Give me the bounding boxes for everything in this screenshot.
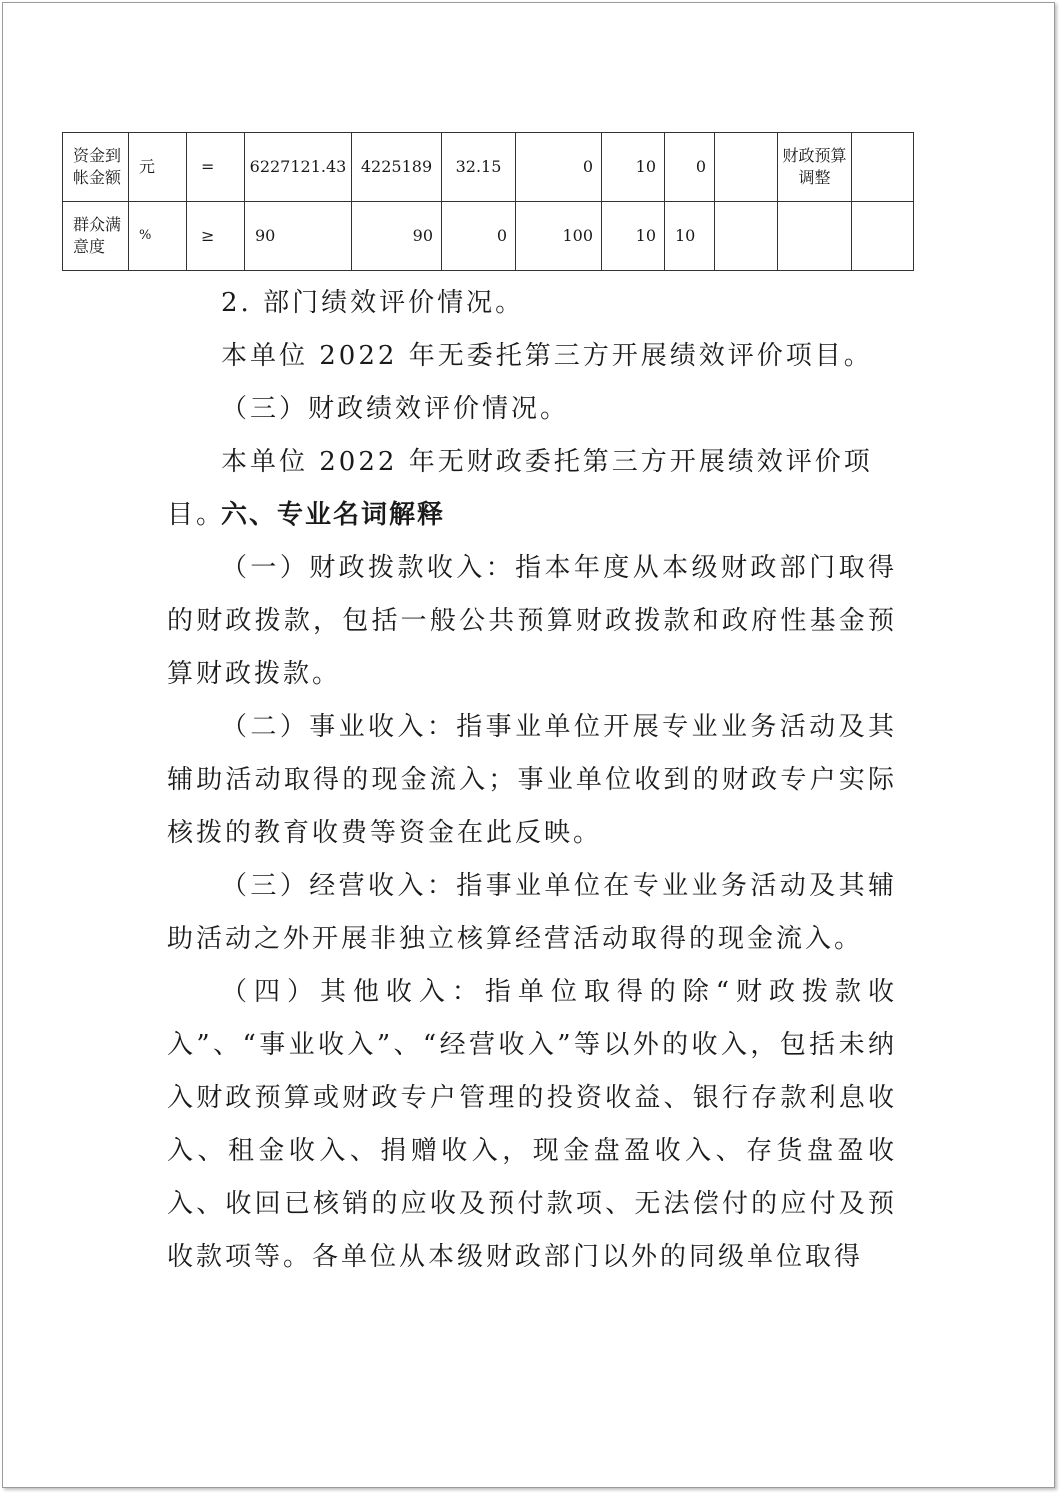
empty-cell: [852, 133, 914, 202]
deviation-cell: 32.15: [442, 133, 516, 202]
body-paragraph: 本单位 2022 年无委托第三方开展绩效评价项目。: [221, 341, 873, 371]
definition-paragraph: （二）事业收入：指事业单位开展专业业务活动及其辅助活动取得的现金流入；事业单位收到的财政专户实际核拨的教育收费等资金在此反映。: [167, 712, 897, 848]
annual-target-cell: 6227121.43: [245, 133, 352, 202]
unit-cell: 元: [129, 133, 187, 202]
score-cell: 0: [665, 133, 715, 202]
indicator-cell: 群众满意度: [63, 202, 129, 271]
indicator-cell: 资金到帐金额: [63, 133, 129, 202]
value-cell: 100: [516, 202, 602, 271]
section-subheading: （三）财政绩效评价情况。: [221, 394, 570, 424]
definition-paragraph: （三）经营收入：指事业单位在专业业务活动及其辅助活动之外开展非独立核算经营活动取得的现金流入。: [167, 871, 897, 954]
actual-value-cell: 90: [352, 202, 442, 271]
section-subheading: 2. 部门绩效评价情况。: [221, 288, 525, 318]
body-paragraph: 本单位 2022 年无财政委托第三方开展绩效评价项目。: [167, 447, 873, 530]
annual-target-cell: 90: [245, 202, 352, 271]
unit-cell: %: [129, 202, 187, 271]
operator-cell: =: [187, 133, 245, 202]
weight-cell: 10: [602, 133, 665, 202]
reason-cell: 财政预算调整: [778, 133, 852, 202]
empty-cell: [852, 202, 914, 271]
actual-value-cell: 4225189: [352, 133, 442, 202]
table-row: [63, 133, 914, 202]
reason-cell: [778, 202, 852, 271]
table-row: [63, 202, 914, 271]
definition-paragraph: （四）其他收入：指单位取得的除“财政拨款收入”、“事业收入”、“经营收入”等以外的收入，包括未纳入财政预算或财政专户管理的投资收益、银行存款利息收入、租金收入、捐赠收入，现金盘盈收入、存货盘盈收入、收回已核销的应收及预付款项、无法偿付的应付及预收款项等。各单位从本级财政部门以外的同级单位取得: [167, 977, 897, 1272]
definition-paragraph: （一）财政拨款收入：指本年度从本级财政部门取得的财政拨款，包括一般公共预算财政拨款和政府性基金预算财政拨款。: [167, 553, 897, 689]
value-cell: 0: [516, 133, 602, 202]
empty-cell: [715, 202, 778, 271]
performance-table: [62, 132, 914, 271]
section-heading: 六、专业名词解释: [221, 500, 446, 530]
weight-cell: 10: [602, 202, 665, 271]
score-cell: 10: [665, 202, 715, 271]
operator-cell: ≥: [187, 202, 245, 271]
deviation-cell: 0: [442, 202, 516, 271]
empty-cell: [715, 133, 778, 202]
